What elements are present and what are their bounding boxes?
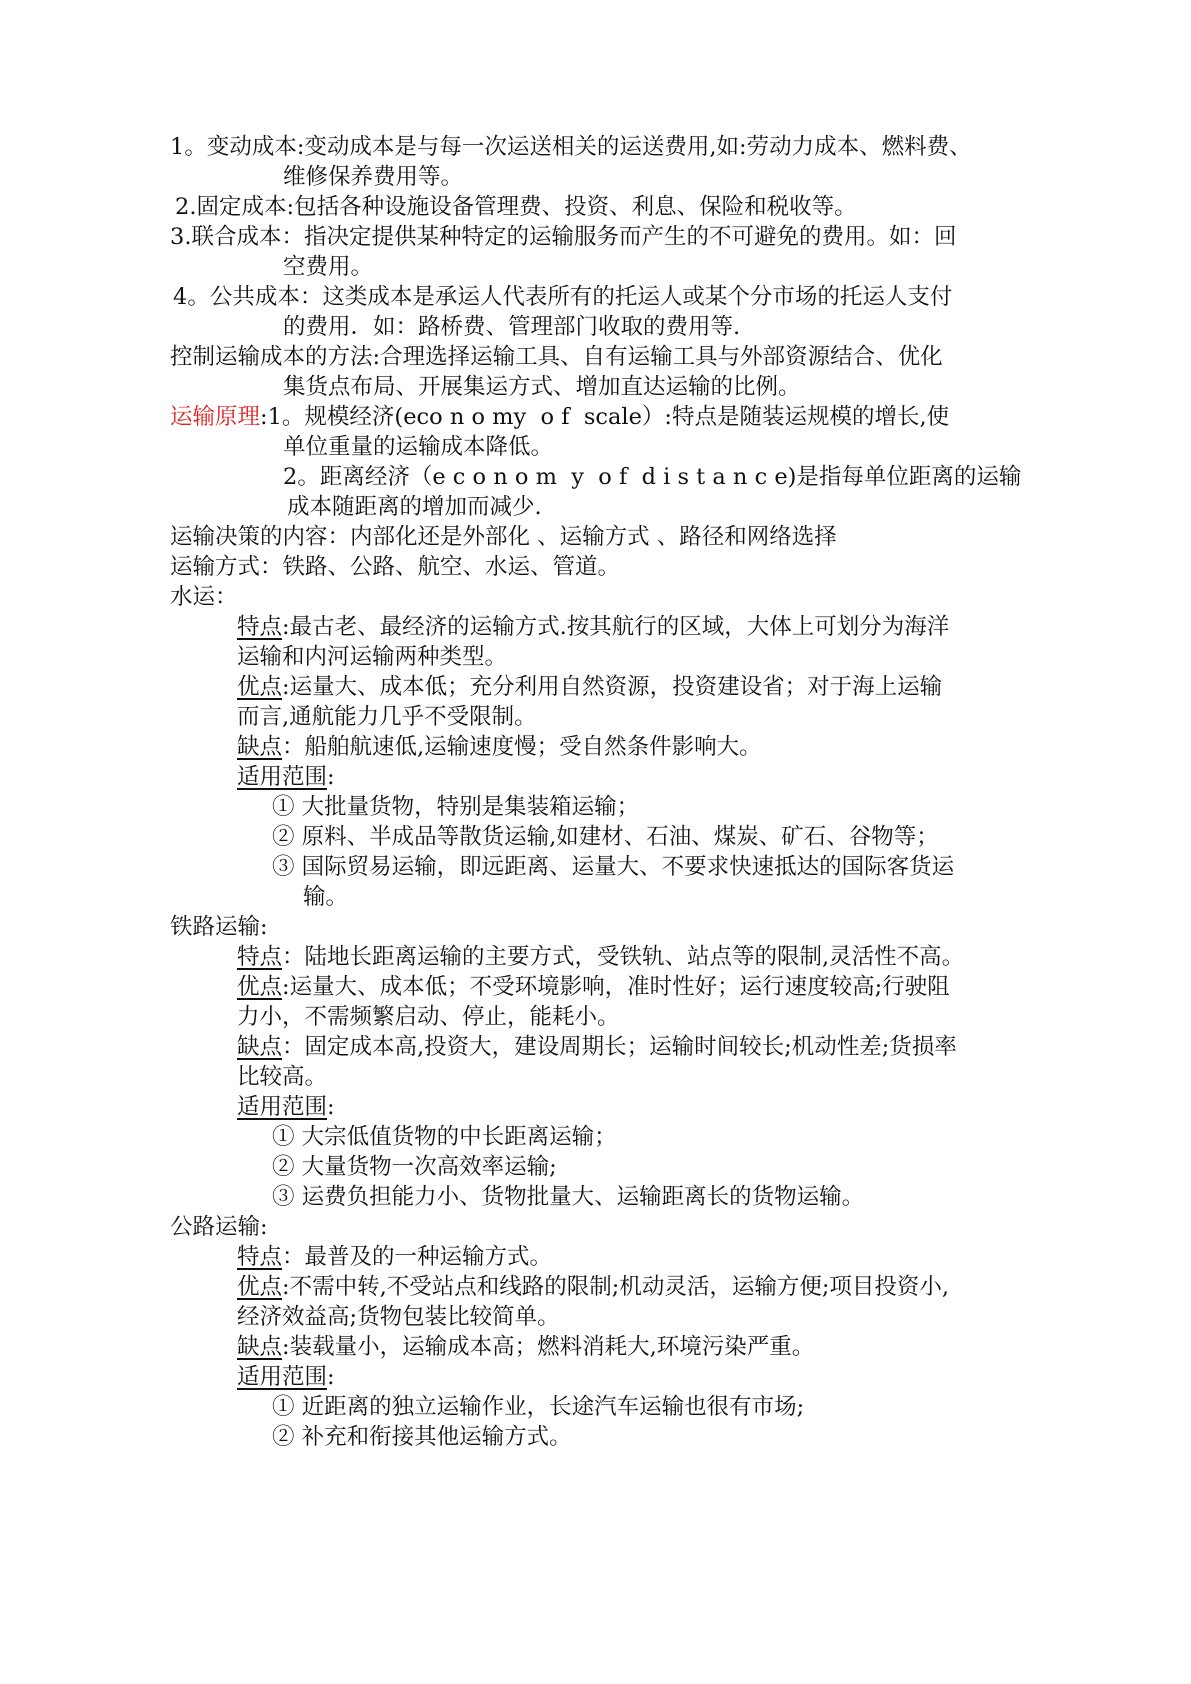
- cost-common-line: [173, 281, 952, 313]
- water-disadvantage-text: ：船舶航速低,运输速度慢；受自然条件影响大。: [282, 734, 762, 760]
- principle-2-cont: 成本随距离的增加而减少.: [287, 494, 542, 520]
- water-feature-text: :最古老、最经济的运输方式.按其航行的区域，大体上可划分为海洋: [282, 614, 950, 640]
- decision-content: 运输决策的内容：内部化还是外部化 、运输方式 、路径和网络选择: [170, 524, 837, 550]
- rail-scope-colon: :: [327, 1094, 335, 1120]
- water-scope-item-3-cont: 输。: [303, 884, 349, 910]
- road-scope-line: [237, 1361, 335, 1393]
- cost-variable-label: 1。变动成本:: [170, 134, 305, 160]
- water-heading: 水运：: [170, 584, 238, 610]
- cost-control-label: 控制运输成本的方法:: [170, 344, 381, 370]
- road-scope-item-2: ② 补充和衔接其他运输方式。: [272, 1424, 572, 1450]
- principle-1-term: eco n o my o f scale: [403, 404, 642, 430]
- water-disadvantage-line: [237, 731, 762, 763]
- rail-advantage-label: 优点: [237, 974, 283, 1000]
- road-scope-label: 适用范围: [237, 1364, 328, 1390]
- principle-1-prefix: :1。规模经济(: [260, 404, 404, 430]
- cost-joint-line: [170, 221, 956, 253]
- cost-common-text: 这类成本是承运人代表所有的托运人或某个分市场的托运人支付: [322, 284, 953, 310]
- cost-variable-text: 变动成本是与每一次运送相关的运送费用,如:劳动力成本、燃料费、: [304, 134, 972, 160]
- water-disadvantage-label: 缺点: [237, 734, 283, 760]
- principle-1-text: ）:特点是随装运规模的增长,使: [641, 404, 950, 430]
- rail-scope-line: [237, 1091, 335, 1123]
- rail-disadvantage-text: ：固定成本高,投资大，建设周期长；运输时间较长;机动性差;货损率: [282, 1034, 957, 1060]
- principle-heading: 运输原理: [170, 404, 261, 430]
- cost-common-label: 4。公共成本：: [173, 284, 323, 310]
- principle-2-prefix: 2。距离经济（: [283, 464, 433, 490]
- cost-common-cont: 的费用．如：路桥费、管理部门收取的费用等.: [283, 314, 741, 340]
- road-disadvantage-line: [237, 1331, 814, 1363]
- road-scope-colon: :: [327, 1364, 335, 1390]
- road-disadvantage-text: :装载量小，运输成本高；燃料消耗大,环境污染严重。: [282, 1334, 815, 1360]
- water-feature-label: 特点: [237, 614, 283, 640]
- road-feature-text: ：最普及的一种运输方式。: [282, 1244, 553, 1270]
- rail-disadvantage-label: 缺点: [237, 1034, 283, 1060]
- road-disadvantage-label: 缺点: [237, 1334, 283, 1360]
- principle-2-term: e c o n o m y o f d i s t a n c e: [432, 464, 788, 490]
- cost-variable-cont: 维修保养费用等。: [283, 164, 464, 190]
- road-advantage-line: [237, 1271, 949, 1303]
- rail-disadvantage-line: [237, 1031, 957, 1063]
- rail-scope-label: 适用范围: [237, 1094, 328, 1120]
- road-feature-label: 特点: [237, 1244, 283, 1270]
- rail-heading: 铁路运输:: [170, 914, 268, 940]
- cost-joint-cont: 空费用。: [283, 254, 374, 280]
- cost-fixed-label: 2.固定成本:: [175, 194, 295, 220]
- road-scope-item-1: ① 近距离的独立运输作业，长途汽车运输也很有市场;: [272, 1394, 805, 1420]
- rail-scope-item-1: ① 大宗低值货物的中长距离运输；: [272, 1124, 617, 1150]
- rail-feature-line: [237, 941, 964, 973]
- rail-scope-item-3: ③ 运费负担能力小、货物批量大、运输距离长的货物运输。: [272, 1184, 865, 1210]
- water-scope-colon: :: [327, 764, 335, 790]
- water-scope-item-1: ① 大批量货物，特别是集装箱运输；: [272, 794, 640, 820]
- cost-variable-line: [170, 131, 972, 163]
- water-advantage-text: :运量大、成本低；充分利用自然资源，投资建设省；对于海上运输: [282, 674, 943, 700]
- road-advantage-label: 优点: [237, 1274, 283, 1300]
- road-advantage-text: :不需中转,不受站点和线路的限制;机动灵活，运输方便;项目投资小,: [282, 1274, 950, 1300]
- road-advantage-cont: 经济效益高;货物包装比较简单。: [237, 1304, 560, 1330]
- water-scope-item-2: ② 原料、半成品等散货运输,如建材、石油、煤炭、矿石、谷物等；: [272, 824, 939, 850]
- rail-advantage-line: [237, 971, 950, 1003]
- cost-fixed-text: 包括各种设施设备管理费、投资、利息、保险和税收等。: [294, 194, 857, 220]
- water-advantage-cont: 而言,通航能力几乎不受限制。: [237, 704, 537, 730]
- rail-advantage-cont: 力小，不需频繁启动、停止，能耗小。: [237, 1004, 620, 1030]
- cost-control-cont: 集货点布局、开展集运方式、增加直达运输的比例。: [283, 374, 801, 400]
- water-scope-item-3: ③ 国际贸易运输，即远距离、运量大、不要求快速抵达的国际客货运: [272, 854, 955, 880]
- cost-control-line: [170, 341, 943, 373]
- rail-feature-text: ：陆地长距离运输的主要方式，受铁轨、站点等的限制,灵活性不高。: [282, 944, 965, 970]
- principle-1-cont: 单位重量的运输成本降低。: [283, 434, 554, 460]
- rail-disadvantage-cont: 比较高。: [237, 1064, 328, 1090]
- water-scope-label: 适用范围: [237, 764, 328, 790]
- rail-advantage-text: :运量大、成本低；不受环境影响，准时性好；运行速度较高;行驶阻: [282, 974, 950, 1000]
- cost-joint-label: 3.联合成本：: [170, 224, 304, 250]
- rail-feature-label: 特点: [237, 944, 283, 970]
- principle-line-2: [283, 461, 1021, 493]
- principle-2-text: )是指每单位距离的运输: [787, 464, 1022, 490]
- rail-scope-item-2: ② 大量货物一次高效率运输;: [272, 1154, 557, 1180]
- road-heading: 公路运输:: [170, 1214, 268, 1240]
- cost-joint-text: 指决定提供某种特定的运输服务而产生的不可避免的费用。如：回: [303, 224, 957, 250]
- water-scope-line: [237, 761, 335, 793]
- water-advantage-label: 优点: [237, 674, 283, 700]
- water-feature-line: [237, 611, 949, 643]
- water-advantage-line: [237, 671, 942, 703]
- road-feature-line: [237, 1241, 552, 1273]
- transport-modes: 运输方式：铁路、公路、航空、水运、管道。: [170, 554, 621, 580]
- principle-line-1: [170, 401, 949, 433]
- water-feature-cont: 运输和内河运输两种类型。: [237, 644, 508, 670]
- cost-control-text: 合理选择运输工具、自有运输工具与外部资源结合、优化: [380, 344, 943, 370]
- cost-fixed-line: [175, 191, 857, 223]
